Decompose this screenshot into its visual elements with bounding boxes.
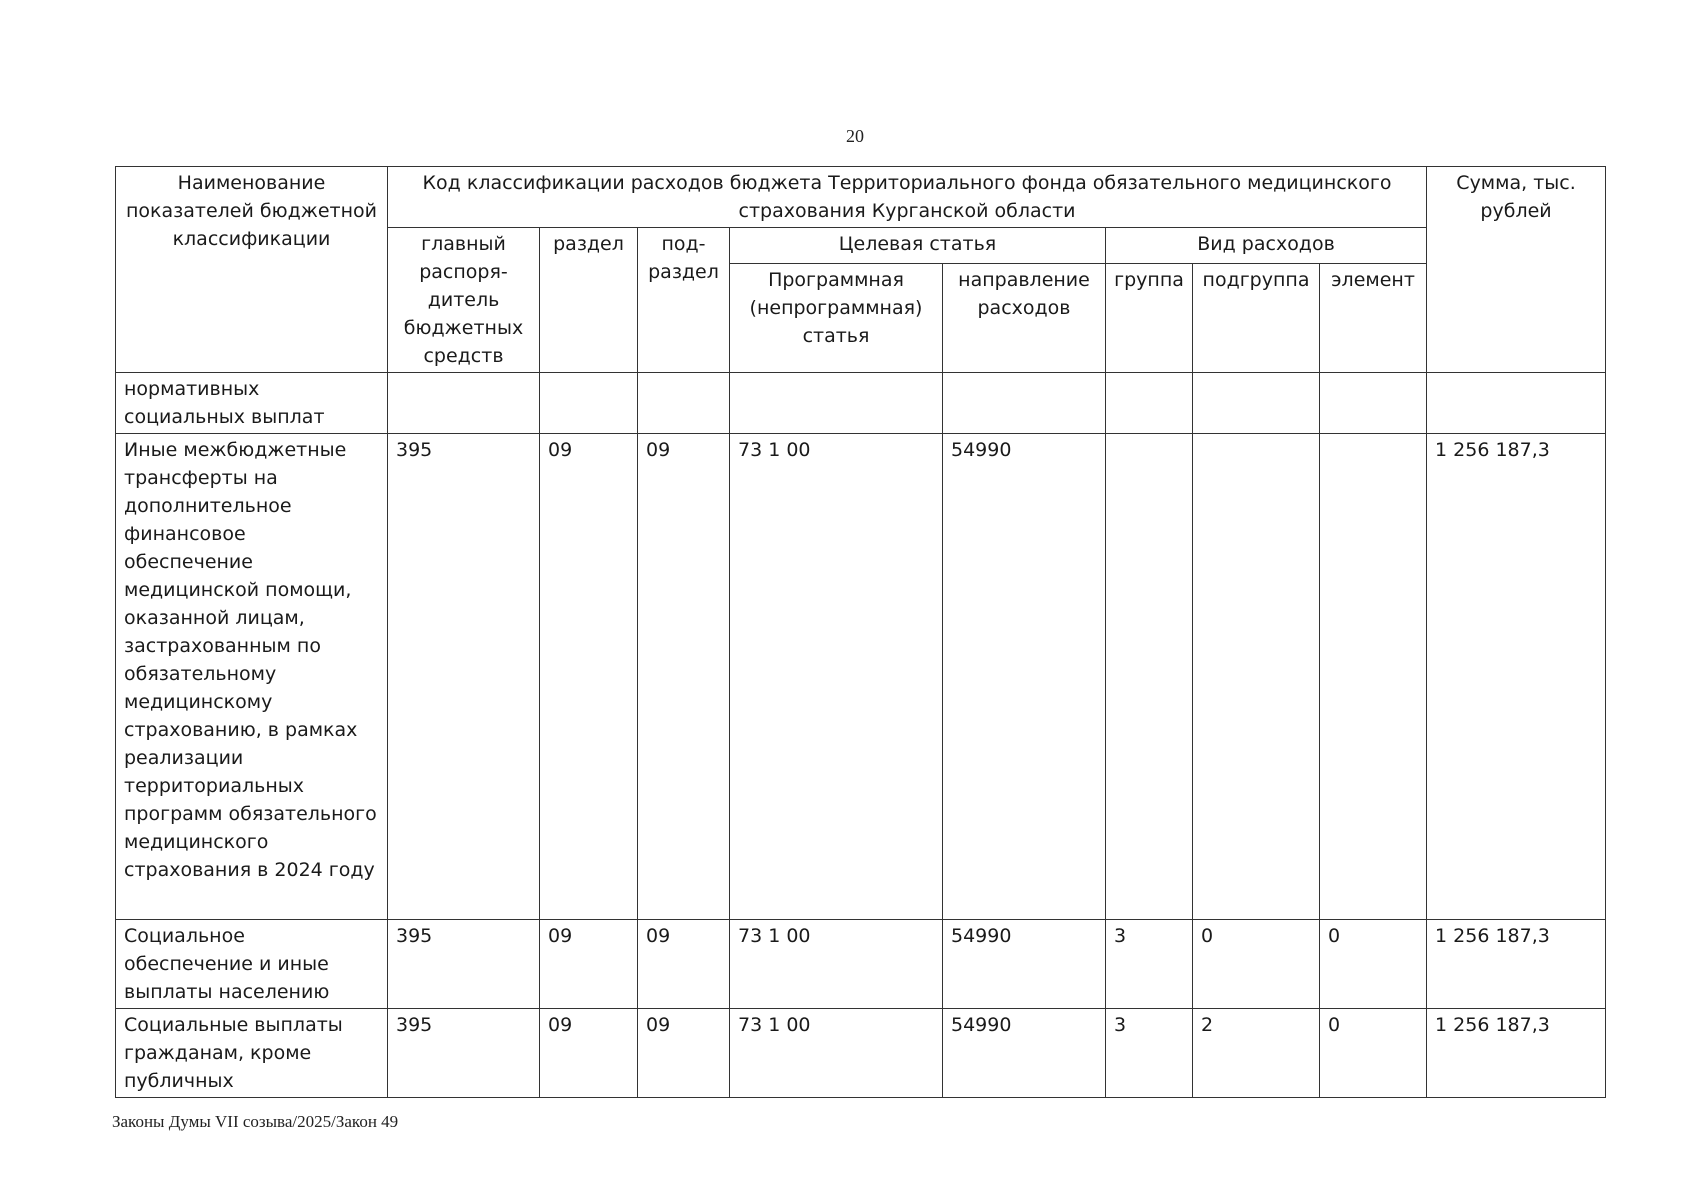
document-footer: Законы Думы VII созыва/2025/Закон 49: [112, 1112, 399, 1131]
row-subgroup: [1193, 373, 1320, 434]
row-direction: 54990: [943, 1009, 1106, 1098]
header-expense-direction: направление расходов: [943, 263, 1106, 372]
header-section: раздел: [540, 228, 638, 373]
row-manager: 395: [388, 920, 540, 1009]
header-subsection: под-раздел: [638, 228, 730, 373]
row-name: Иные межбюджетные трансферты на дополнительное финансовое обеспечение медицинской помощи, оказанной лицам, застрахованным по обязательному медицинскому страхованию, в рамках реализации территориальных программ обязательного медицинского страхования в 2024 году: [116, 434, 388, 920]
header-subgroup: подгруппа: [1193, 263, 1320, 372]
row-name: Социальные выплаты гражданам, кроме публичных: [116, 1009, 388, 1098]
row-subgroup: 2: [1193, 1009, 1320, 1098]
row-element: [1320, 373, 1427, 434]
row-program: [730, 373, 943, 434]
row-sum: [1427, 373, 1606, 434]
row-name: нормативных социальных выплат: [116, 373, 388, 434]
row-sum: 1 256 187,3: [1427, 434, 1606, 920]
header-target-article: Целевая статья: [730, 228, 1106, 264]
row-manager: 395: [388, 434, 540, 920]
header-element: элемент: [1320, 263, 1427, 372]
row-element: 0: [1320, 920, 1427, 1009]
row-direction: 54990: [943, 434, 1106, 920]
row-subgroup: 0: [1193, 920, 1320, 1009]
row-section: 09: [540, 1009, 638, 1098]
row-program: 73 1 00: [730, 434, 943, 920]
row-direction: 54990: [943, 920, 1106, 1009]
row-subsection: 09: [638, 920, 730, 1009]
row-sum: 1 256 187,3: [1427, 1009, 1606, 1098]
row-manager: 395: [388, 1009, 540, 1098]
row-element: 0: [1320, 1009, 1427, 1098]
budget-table: [115, 166, 1606, 1098]
row-program: 73 1 00: [730, 1009, 943, 1098]
header-code-group: Код классификации расходов бюджета Территориального фонда обязательного медицинского страхования Курганской области: [388, 167, 1427, 228]
row-group: [1106, 434, 1193, 920]
row-manager: [388, 373, 540, 434]
row-sum: 1 256 187,3: [1427, 920, 1606, 1009]
table-row: [116, 920, 1606, 1009]
table-row: [116, 1009, 1606, 1098]
page-number: 20: [846, 126, 864, 146]
row-section: 09: [540, 920, 638, 1009]
row-direction: [943, 373, 1106, 434]
header-name-column: Наименование показателей бюджетной классификации: [116, 167, 388, 373]
row-subgroup: [1193, 434, 1320, 920]
row-group: [1106, 373, 1193, 434]
row-subsection: [638, 373, 730, 434]
header-program-article: Программная (непрограммная) статья: [730, 263, 943, 372]
header-expense-type: Вид расходов: [1106, 228, 1427, 264]
row-section: [540, 373, 638, 434]
row-subsection: 09: [638, 434, 730, 920]
header-group: группа: [1106, 263, 1193, 372]
header-sum-column: Сумма, тыс. рублей: [1427, 167, 1606, 373]
row-program: 73 1 00: [730, 920, 943, 1009]
header-main-manager: главный распоря-дитель бюджетных средств: [388, 228, 540, 373]
row-element: [1320, 434, 1427, 920]
row-group: 3: [1106, 920, 1193, 1009]
row-subsection: 09: [638, 1009, 730, 1098]
table-row: [116, 373, 1606, 434]
row-name: Социальное обеспечение и иные выплаты населению: [116, 920, 388, 1009]
row-group: 3: [1106, 1009, 1193, 1098]
table-row: [116, 434, 1606, 920]
row-section: 09: [540, 434, 638, 920]
